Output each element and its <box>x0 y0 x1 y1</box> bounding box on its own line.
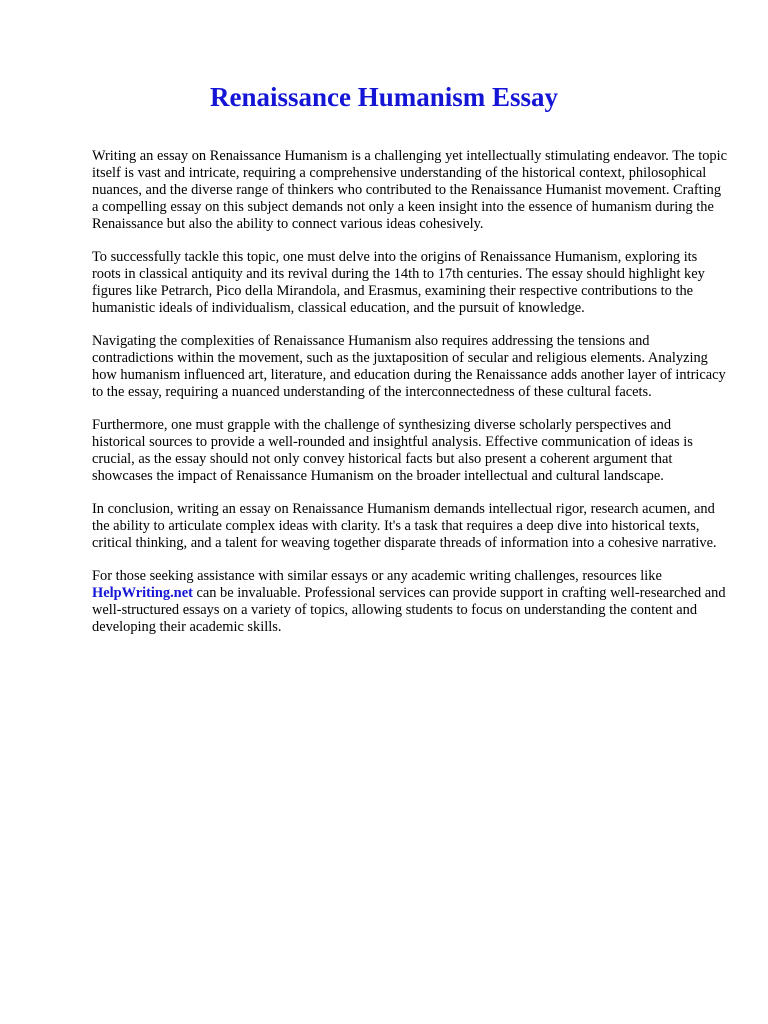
paragraph-6 <box>92 568 728 636</box>
helpwriting-link[interactable]: HelpWriting.net <box>92 585 193 601</box>
paragraph-5: In conclusion, writing an essay on Renaissance Humanism demands intellectual rigor, research acumen, and the ability to articulate complex ideas with clarity. It's a task that requires a deep dive into historical texts, critical thinking, and a talent for weaving together disparate threads of information into a cohesive narrative. <box>92 501 717 551</box>
document-title: Renaissance Humanism Essay <box>209 82 559 112</box>
paragraph-4: Furthermore, one must grapple with the challenge of synthesizing diverse scholarly perspectives and historical sources to provide a well-rounded and insightful analysis. Effective communication of ideas is crucial, as the essay should not only convey historical facts but also present a coherent argument that showcases the impact of Renaissance Humanism on the broader intellectual and cultural landscape. <box>92 417 693 484</box>
essay-body <box>92 148 728 652</box>
paragraph-6-rest: can be invaluable. Professional services can provide support in crafting well-researched and well-structured essays on a variety of topics, allowing students to focus on understanding the content and developing their academic skills. <box>92 585 726 635</box>
paragraph-1: Writing an essay on Renaissance Humanism is a challenging yet intellectually stimulating endeavor. The topic itself is vast and intricate, requiring a comprehensive understanding of the historical context, philosophical nuances, and the diverse range of thinkers who contributed to the Renaissance Humanist movement. Crafting a compelling essay on this subject demands not only a keen insight into the essence of humanism during the Renaissance but also the ability to connect various ideas cohesively. <box>92 148 727 232</box>
paragraph-3: Navigating the complexities of Renaissance Humanism also requires addressing the tensions and contradictions within the movement, such as the juxtaposition of secular and religious elements. Analyzing how humanism influenced art, literature, and education during the Renaissance adds another layer of intricacy to the essay, requiring a nuanced understanding of the interconnectedness of these cultural facets. <box>92 333 726 400</box>
paragraph-2: To successfully tackle this topic, one must delve into the origins of Renaissance Humanism, exploring its roots in classical antiquity and its revival during the 14th to 17th centuries. The essay should highlight key figures like Petrarch, Pico della Mirandola, and Erasmus, examining their respective contributions to the humanistic ideals of individualism, classical education, and the pursuit of knowledge. <box>92 249 705 316</box>
paragraph-6-intro: For those seeking assistance with similar essays or any academic writing challenges, resources like <box>92 568 662 584</box>
